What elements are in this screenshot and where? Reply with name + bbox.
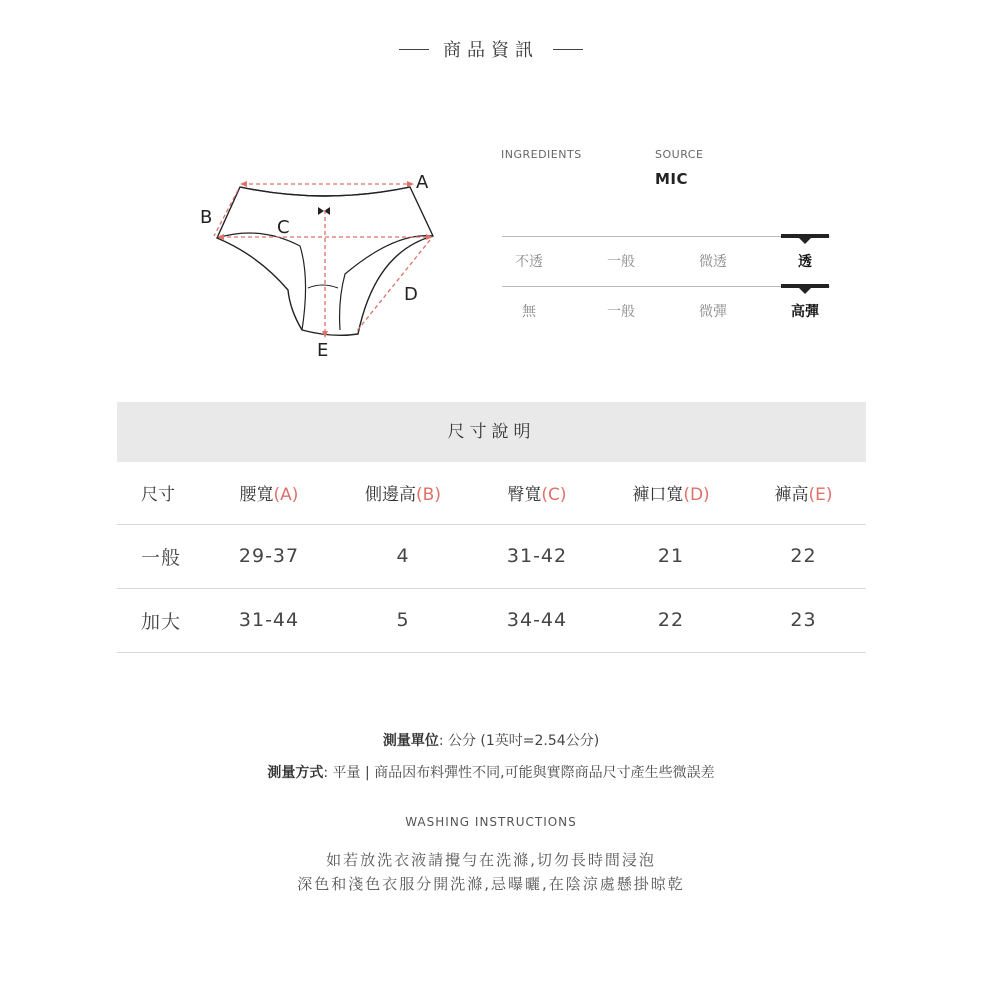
washing-line-1: 如若放洗衣液請攪勻在洗滌,切勿長時間浸泡 — [326, 851, 656, 869]
table-cell: 21 — [601, 524, 741, 588]
source-value: MIC — [655, 170, 689, 188]
measurement-unit-note — [0, 730, 982, 750]
header-size: 尺寸 — [117, 462, 205, 524]
table-cell: 31-44 — [205, 588, 333, 652]
size-table-header-row — [117, 462, 866, 524]
transparency-option-4: 透 — [798, 254, 812, 270]
table-cell: 22 — [741, 524, 866, 588]
elasticity-option-3: 微彈 — [699, 304, 727, 320]
section-header — [0, 36, 982, 62]
header-leg-opening: 褲口寬(D) — [601, 462, 741, 524]
header-rise: 褲高(E) — [741, 462, 866, 524]
label-e: E — [317, 340, 329, 360]
unit-label: 測量單位 — [382, 733, 439, 749]
source-label: SOURCE — [655, 148, 704, 161]
transparency-option-2: 一般 — [607, 254, 635, 270]
label-a: A — [416, 172, 429, 193]
elasticity-option-2: 一般 — [607, 304, 635, 320]
header-waist: 腰寬(A) — [205, 462, 333, 524]
header-right-dash — [553, 49, 583, 50]
table-cell: 34-44 — [473, 588, 601, 652]
label-d: D — [404, 284, 418, 305]
table-cell: 23 — [741, 588, 866, 652]
arrow-a-left — [240, 181, 247, 187]
row-size-label: 一般 — [117, 524, 205, 588]
method-value: : 平量 | 商品因布料彈性不同,可能與實際商品尺寸產生些微誤差 — [323, 765, 715, 781]
transparency-option-1: 不透 — [515, 254, 543, 270]
label-c: C — [277, 217, 290, 238]
garment-inner-leg-right — [340, 236, 433, 330]
row-size-label: 加大 — [117, 588, 205, 652]
garment-waistband — [240, 187, 410, 196]
elasticity-option-4: 高彈 — [791, 304, 819, 320]
unit-value: : 公分 (1英吋=2.54公分) — [438, 733, 600, 749]
table-cell: 4 — [333, 524, 473, 588]
washing-line-2: 深色和淺色衣服分開洗滌,忌曝曬,在陰涼處懸掛晾乾 — [297, 875, 685, 893]
elasticity-scale — [502, 286, 830, 336]
table-cell: 22 — [601, 588, 741, 652]
garment-gusset — [308, 285, 338, 288]
table-cell: 5 — [333, 588, 473, 652]
garment-inner-leg — [217, 233, 306, 330]
measure-line-d — [356, 240, 430, 332]
arrow-a-right — [407, 181, 414, 187]
ingredients-label: INGREDIENTS — [501, 148, 582, 161]
table-cell: 29-37 — [205, 524, 333, 588]
transparency-option-3: 微透 — [699, 254, 727, 270]
elasticity-option-1: 無 — [522, 304, 536, 320]
size-table-title: 尺寸說明 — [117, 402, 866, 462]
size-table — [117, 462, 866, 653]
measure-line-b — [214, 190, 238, 236]
table-row — [117, 524, 866, 588]
washing-title: WASHING INSTRUCTIONS — [405, 815, 577, 829]
header-left-dash — [399, 49, 429, 50]
method-label: 測量方式 — [267, 765, 324, 781]
transparency-scale — [502, 236, 830, 286]
header-side-height: 側邊高(B) — [333, 462, 473, 524]
label-b: B — [200, 207, 213, 228]
table-row — [117, 588, 866, 652]
measurement-diagram — [190, 160, 450, 360]
table-cell: 31-42 — [473, 524, 601, 588]
page-title: 商品資訊 — [443, 40, 539, 61]
measurement-method-note — [0, 762, 982, 782]
marker-triangle-icon — [799, 238, 811, 244]
header-hip: 臀寬(C) — [473, 462, 601, 524]
marker-triangle-icon — [799, 288, 811, 294]
bow-icon — [318, 207, 330, 215]
